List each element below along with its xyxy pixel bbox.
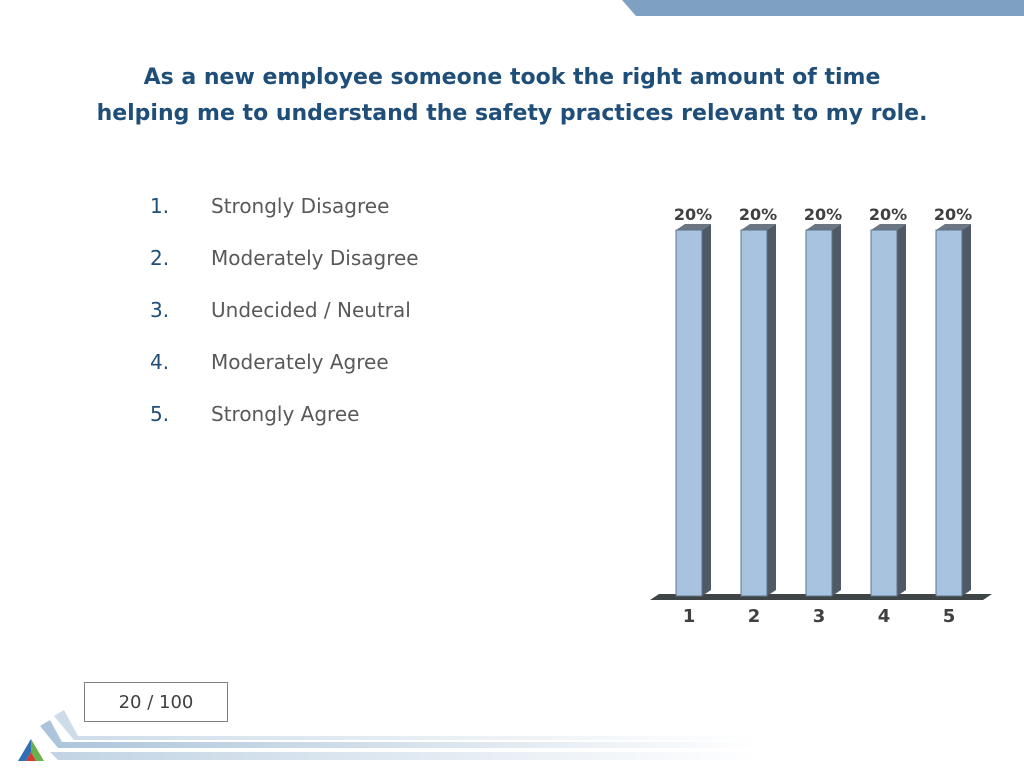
x-tick-label: 1 bbox=[682, 606, 696, 627]
option-number: 3. bbox=[150, 298, 170, 322]
option-label: Undecided / Neutral bbox=[211, 298, 411, 322]
bar-side bbox=[962, 224, 971, 596]
x-tick-label: 5 bbox=[942, 606, 956, 627]
bar-side bbox=[767, 224, 776, 596]
question-title-line-2: helping me to understand the safety practices relevant to my role. bbox=[96, 101, 928, 126]
question-title bbox=[60, 60, 964, 132]
answer-option bbox=[150, 194, 419, 246]
option-label: Moderately Agree bbox=[211, 350, 389, 374]
option-label: Strongly Agree bbox=[211, 402, 360, 426]
option-label: Moderately Disagree bbox=[211, 246, 419, 270]
bar-side bbox=[832, 224, 841, 596]
x-tick-label: 3 bbox=[812, 606, 826, 627]
x-tick-label: 2 bbox=[747, 606, 761, 627]
data-label: 20% bbox=[803, 205, 843, 224]
bar-side bbox=[897, 224, 906, 596]
data-label: 20% bbox=[673, 205, 713, 224]
option-number: 5. bbox=[150, 402, 170, 426]
option-number: 2. bbox=[150, 246, 170, 270]
answer-option bbox=[150, 246, 419, 298]
bar-side bbox=[702, 224, 711, 596]
bar bbox=[676, 230, 702, 596]
option-number: 4. bbox=[150, 350, 170, 374]
top-accent-band bbox=[622, 0, 1024, 16]
option-label: Strongly Disagree bbox=[211, 194, 390, 218]
answer-option bbox=[150, 298, 419, 350]
bar bbox=[806, 230, 832, 596]
response-counter: 20 / 100 bbox=[84, 682, 228, 722]
x-tick-label: 4 bbox=[877, 606, 891, 627]
data-label: 20% bbox=[738, 205, 778, 224]
response-bar-chart bbox=[650, 190, 1000, 640]
data-label: 20% bbox=[933, 205, 973, 224]
answer-option bbox=[150, 402, 419, 454]
company-logo-icon bbox=[18, 739, 44, 761]
bar bbox=[871, 230, 897, 596]
option-number: 1. bbox=[150, 194, 170, 218]
footer-decorative-stripes bbox=[40, 710, 760, 768]
answer-options-list bbox=[150, 194, 419, 454]
bar bbox=[741, 230, 767, 596]
bar bbox=[936, 230, 962, 596]
data-label: 20% bbox=[868, 205, 908, 224]
answer-option bbox=[150, 350, 419, 402]
question-title-line-1: As a new employee someone took the right amount of time bbox=[143, 65, 881, 90]
